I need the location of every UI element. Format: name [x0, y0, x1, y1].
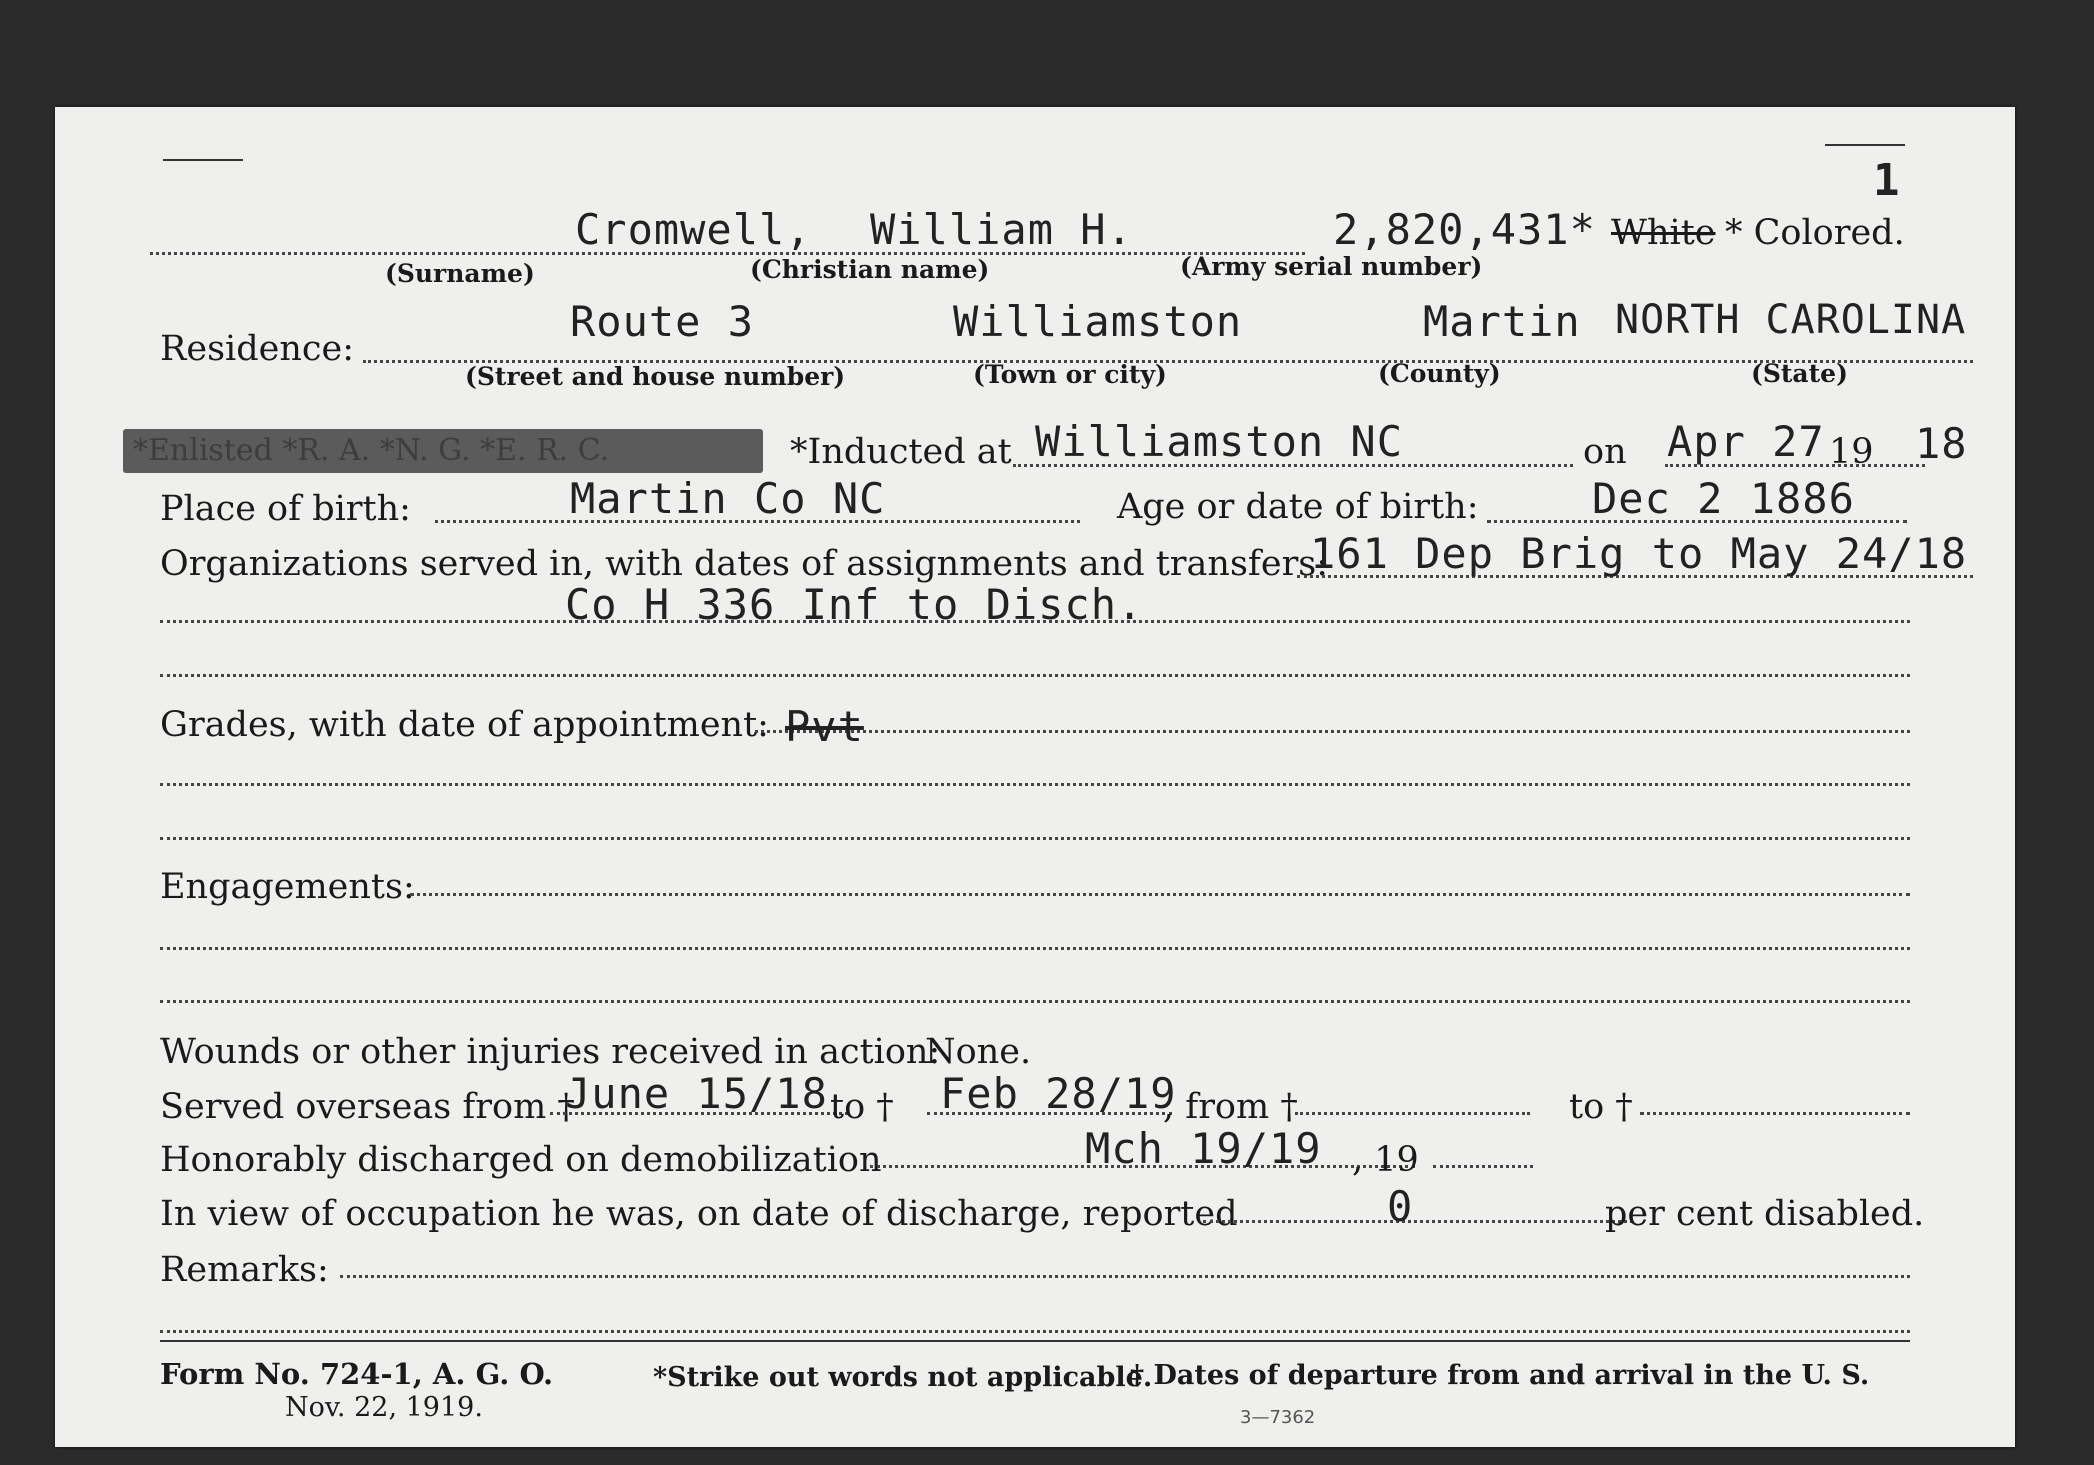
surname-caption: (Surname)	[385, 259, 535, 288]
organizations-line-1: 161 Dep Brig to May 24/18	[1310, 529, 1968, 578]
remarks-rule-1	[340, 1275, 1910, 1278]
race-colored: * Colored.	[1725, 213, 1905, 253]
town-caption: (Town or city)	[973, 360, 1167, 389]
birthplace-value: Martin Co NC	[570, 474, 886, 523]
birth-date-value: Dec 2 1886	[1592, 474, 1855, 523]
surname-value: Cromwell,	[575, 205, 812, 254]
enlistment-options-struck	[123, 429, 763, 473]
corner-mark-left	[163, 159, 243, 161]
overseas-from-date: June 15/18	[565, 1069, 828, 1118]
christian-name-value: William H.	[870, 205, 1133, 254]
inducted-year: 18	[1915, 419, 1968, 468]
grades-rule-1	[755, 730, 1910, 733]
discharge-label: Honorably discharged on demobilization	[160, 1140, 882, 1180]
engagements-rule-1	[410, 893, 1910, 896]
strike-note: *Strike out words not applicable.	[653, 1362, 1153, 1393]
engagements-label: Engagements:	[160, 867, 415, 907]
organizations-line-2: Co H 336 Inf to Disch.	[565, 580, 1144, 629]
wounds-label: Wounds or other injuries received in action:	[160, 1032, 941, 1072]
organizations-label: Organizations served in, with dates of assignments and transfers:	[160, 544, 1329, 584]
enlistment-options-text: *Enlisted *R. A. *N. G. *E. R. C.	[133, 433, 610, 468]
discharge-year-suffix: , 19	[1352, 1140, 1419, 1180]
overseas-to2-rule	[1640, 1112, 1910, 1115]
overseas-to-date: Feb 28/19	[940, 1069, 1177, 1118]
serial-number-value: 2,820,431*	[1333, 205, 1596, 254]
residence-state: NORTH CAROLINA	[1615, 297, 1967, 343]
card-number: 1	[1873, 155, 1901, 206]
overseas-from2-label: , from †	[1163, 1087, 1298, 1127]
corner-mark-right	[1825, 144, 1905, 146]
disability-rule	[1203, 1220, 1633, 1223]
remarks-rule-2	[160, 1330, 1910, 1333]
inducted-label: *Inducted at	[790, 432, 1012, 472]
stamp-number: 3—7362	[1240, 1407, 1316, 1428]
inducted-date: Apr 27	[1667, 417, 1825, 466]
discharge-year-rule	[1433, 1165, 1533, 1168]
residence-label: Residence:	[160, 329, 354, 369]
grades-label: Grades, with date of appointment:	[160, 705, 769, 745]
overseas-label: Served overseas from †	[160, 1087, 575, 1127]
disability-suffix: per cent disabled.	[1605, 1194, 1925, 1234]
engagements-rule-2	[160, 947, 1910, 950]
wounds-value: None.	[925, 1032, 1032, 1072]
footer-divider	[160, 1340, 1910, 1342]
inducted-place: Williamston NC	[1035, 417, 1404, 466]
grades-value: Pvt	[785, 702, 864, 751]
overseas-to2-label: to †	[1569, 1087, 1633, 1127]
disability-value: 0	[1387, 1182, 1414, 1231]
county-caption: (County)	[1378, 359, 1501, 388]
dates-note: † Dates of departure from and arrival in the U. S.	[1130, 1360, 1870, 1391]
serial-caption: (Army serial number)	[1180, 252, 1483, 281]
overseas-from2-rule	[1295, 1112, 1530, 1115]
grades-rule-2	[160, 783, 1910, 786]
discharge-date: Mch 19/19	[1085, 1124, 1322, 1173]
grades-rule-3	[160, 837, 1910, 840]
inducted-on-label: on	[1583, 432, 1627, 472]
residence-town: Williamston	[953, 297, 1243, 346]
remarks-label: Remarks:	[160, 1250, 329, 1290]
service-record-card	[55, 107, 2015, 1447]
street-caption: (Street and house number)	[465, 362, 846, 391]
residence-street: Route 3	[570, 297, 755, 346]
residence-county: Martin	[1423, 297, 1581, 346]
age-label: Age or date of birth:	[1117, 487, 1479, 527]
christian-name-caption: (Christian name)	[750, 255, 990, 284]
birthplace-label: Place of birth:	[160, 489, 411, 529]
disability-label: In view of occupation he was, on date of discharge, reported	[160, 1194, 1238, 1234]
engagements-rule-3	[160, 1000, 1910, 1003]
form-date: Nov. 22, 1919.	[285, 1392, 483, 1423]
year-prefix: 19	[1829, 432, 1874, 472]
overseas-to-label: to †	[830, 1087, 894, 1127]
race-white-struck: White	[1611, 213, 1716, 253]
form-number: Form No. 724-1, A. G. O.	[160, 1357, 554, 1391]
organizations-rule-3	[160, 674, 1910, 677]
state-caption: (State)	[1751, 359, 1848, 388]
